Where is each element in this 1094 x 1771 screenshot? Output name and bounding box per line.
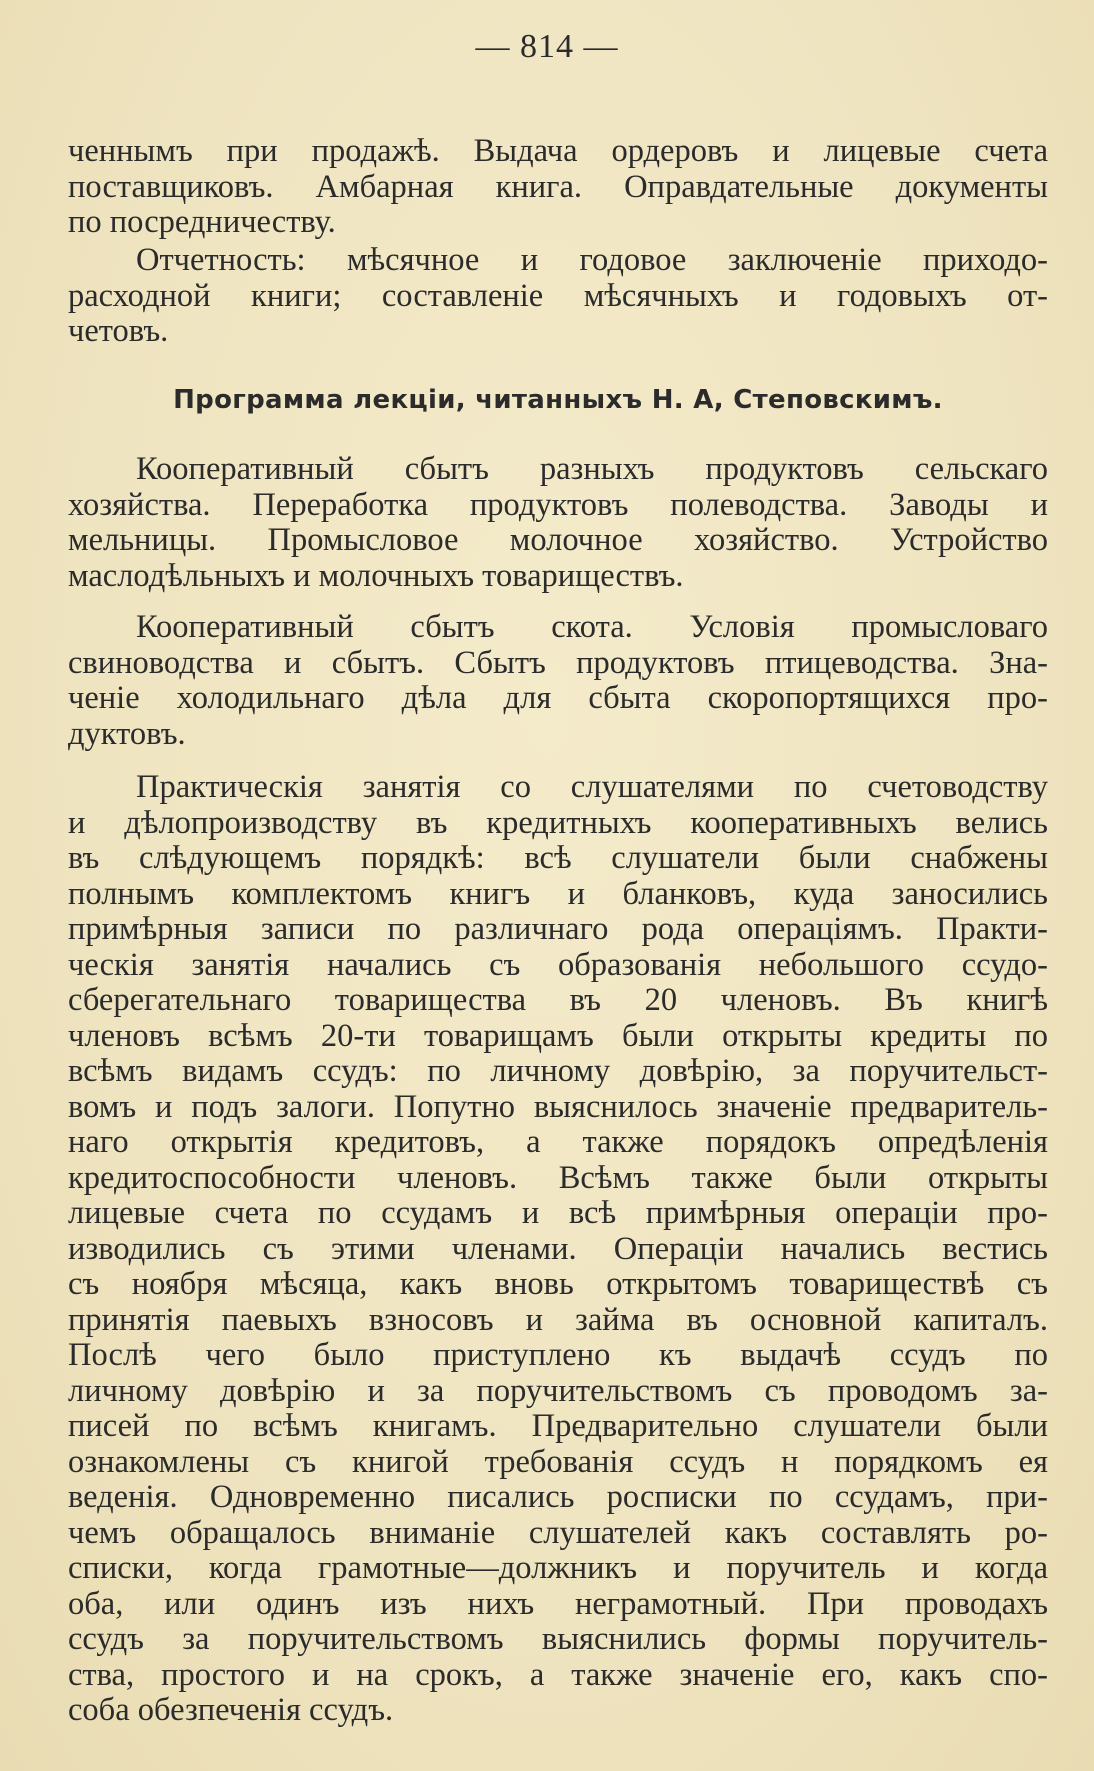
- text-line: списки, когда грамотные—должникъ и поручитель и когда: [68, 1550, 1048, 1586]
- text-line: Кооперативный сбытъ скота. Условiя промысловаго: [136, 609, 1048, 645]
- paragraph-5: [68, 770, 1048, 1729]
- text-line: кредитоспособности членовъ. Всѣмъ также были открыты: [68, 1159, 1048, 1196]
- text-line: веденiя. Одновременно писались росписки по ссудамъ, при-: [68, 1479, 1048, 1515]
- paragraph-3: [68, 452, 1048, 594]
- paragraph-4: [68, 610, 1048, 752]
- text-line: четовъ.: [68, 313, 169, 349]
- text-line: и дѣлопроизводству въ кредитныхъ кооперативныхъ велись: [68, 804, 1048, 841]
- section-heading: Программа лекцiи, читанныхъ Н. А, Степовскимъ.: [173, 385, 943, 415]
- text-line: Послѣ чего было приступлено къ выдачѣ ссудъ по: [68, 1337, 1048, 1373]
- text-line: ческiя занятiя начались съ образованiя небольшого ссудо-: [68, 946, 1048, 983]
- text-line: ссудъ за поручительствомъ выяснились формы поручитель-: [68, 1621, 1048, 1657]
- text-line: соба обезпеченiя ссудъ.: [68, 1692, 394, 1728]
- text-line: ства, простого и на срокъ, а также значенiе его, какъ спо-: [68, 1656, 1048, 1693]
- text-line: всѣмъ видамъ ссудъ: по личному довѣрiю, за поручительст-: [68, 1053, 1048, 1089]
- text-line: примѣрныя записи по различнаго рода операцiямъ. Практи-: [68, 911, 1048, 947]
- text-line: полнымъ комплектомъ книгъ и бланковъ, куда заносились: [68, 875, 1048, 912]
- text-line: чемъ обращалось вниманiе слушателей какъ составлять ро-: [68, 1514, 1048, 1551]
- paragraph-1: [68, 134, 1048, 241]
- text-line: вомъ и подъ залоги. Попутно выяснилось значенiе предваритель-: [68, 1088, 1048, 1125]
- text-line: съ ноября мѣсяца, какъ вновь открытомъ товариществѣ съ: [68, 1266, 1048, 1302]
- text-line: Практическiя занятiя со слушателями по счетоводству: [136, 769, 1048, 805]
- text-line: мельницы. Промысловое молочное хозяйство. Устройство: [68, 522, 1048, 558]
- text-line: писей по всѣмъ книгамъ. Предварительно слушатели были: [68, 1408, 1048, 1444]
- text-line: Отчетность: мѣсячное и годовое заключенiе приходо-: [136, 242, 1048, 278]
- text-line: оба, или одинъ изъ нихъ неграмотный. При проводахъ: [68, 1585, 1048, 1622]
- text-line: расходной книги; составленiе мѣсячныхъ и годовыхъ от-: [68, 277, 1048, 314]
- text-line: дуктовъ.: [68, 715, 186, 752]
- text-line: изводились съ этими членами. Операцiи начались вестись: [68, 1230, 1048, 1267]
- text-line: членовъ всѣмъ 20-ти товарищамъ были открыты кредиты по: [68, 1017, 1048, 1054]
- paragraph-2: [68, 243, 1048, 350]
- text-line: ченнымъ при продажѣ. Выдача ордеровъ и лицевые счета: [68, 133, 1048, 169]
- text-line: принятiя паевыхъ взносовъ и займа въ основной капиталъ.: [68, 1301, 1048, 1338]
- text-line: въ слѣдующемъ порядкѣ: всѣ слушатели были снабжены: [68, 840, 1048, 876]
- text-line: наго открытiя кредитовъ, а также порядокъ опредѣленiя: [68, 1124, 1048, 1160]
- text-line: лицевые счета по ссудамъ и всѣ примѣрныя операцiи про-: [68, 1195, 1048, 1231]
- text-line: ченiе холодильнаго дѣла для сбыта скоропортящихся про-: [68, 680, 1048, 716]
- text-line: сберегательнаго товарищества въ 20 членовъ. Въ книгѣ: [68, 982, 1048, 1018]
- text-line: поставщиковъ. Амбарная книга. Оправдательные документы: [68, 168, 1048, 205]
- text-line: по посредничеству.: [68, 204, 336, 240]
- text-line: ознакомлены съ книгой требованiя ссудъ н порядкомъ ея: [68, 1443, 1048, 1480]
- text-line: личному довѣрiю и за поручительствомъ съ проводомъ за-: [68, 1372, 1048, 1409]
- page-number: — 814 —: [475, 28, 619, 65]
- text-line: маслодѣльныхъ и молочныхъ товариществъ.: [68, 557, 684, 594]
- text-line: хозяйства. Переработка продуктовъ полеводства. Заводы и: [68, 486, 1048, 523]
- text-line: свиноводства и сбытъ. Сбытъ продуктовъ птицеводства. Зна-: [68, 644, 1048, 681]
- text-line: Кооперативный сбытъ разныхъ продуктовъ сельскаго: [136, 451, 1048, 487]
